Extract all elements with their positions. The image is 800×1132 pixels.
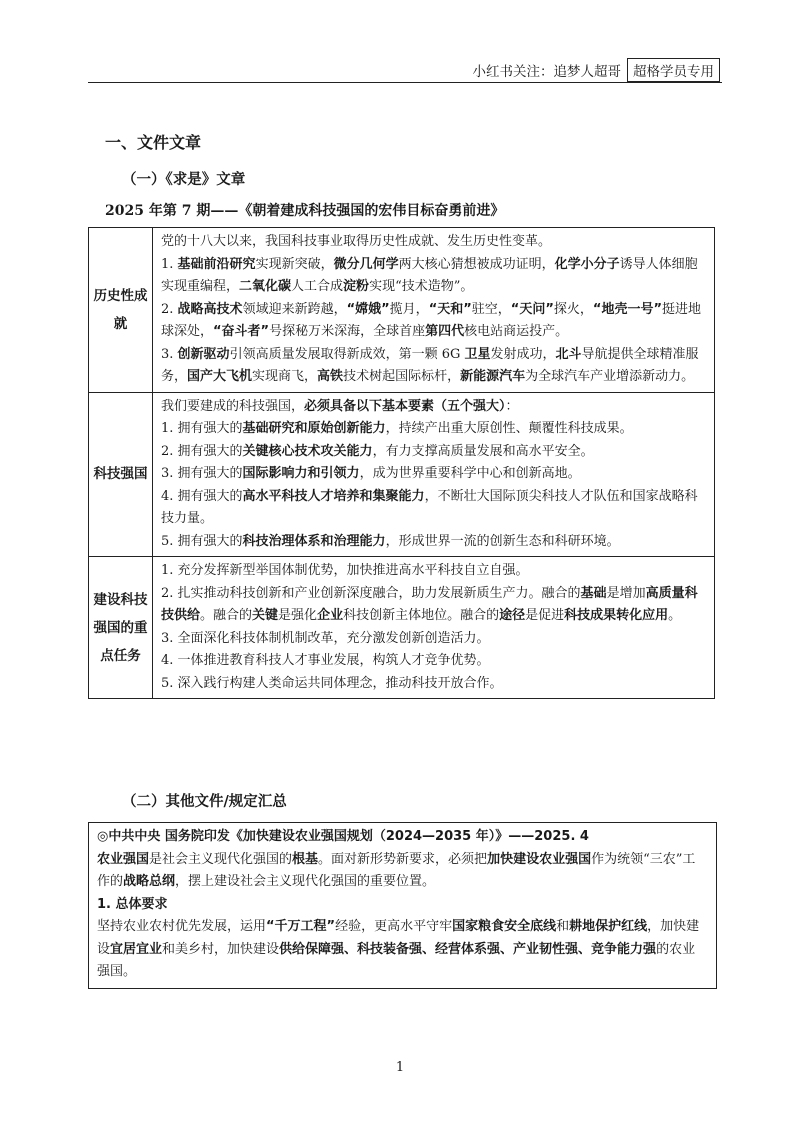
header-text: 小红书关注：追梦人超哥 <box>472 64 621 80</box>
list-item: 2. 扎实推动科技创新和产业创新深度融合，助力发展新质生产力。融合的基础是增加高质量科技供给。融合的关键是强化企业科技创新主体地位。融合的途径是促进科技成果转化应用。 <box>161 585 698 623</box>
paragraph: 3. 创新驱动引领高质量发展取得新成效，第一颗 6G 卫星发射成功，北斗导航提供全球精准服务，国产大飞机实现商飞，高铁技术树起国际标杆，新能源汽车为全球汽车产业增添新动力。 <box>161 346 699 384</box>
row-content-tech-power <box>153 392 715 557</box>
list-item: 5. 拥有强大的科技治理体系和治理能力，形成世界一流的创新生态和科研环境。 <box>161 533 620 549</box>
page-number: 1 <box>395 1060 405 1075</box>
page-header <box>473 58 721 82</box>
subsection-title-2: （二）其他文件/规定汇总 <box>122 793 287 810</box>
paragraph: 党的十八大以来，我国科技事业取得历史性成就、发生历史性变革。 <box>161 234 552 249</box>
list-item: 4. 一体推进教育科技人才事业发展，构筑人才竞争优势。 <box>161 653 490 668</box>
row-label-tech-power: 科技强国 <box>89 392 153 557</box>
paragraph: 2. 战略高技术领域迎来新跨越，“嫦娥”揽月，“天和”驻空，“天问”探火，“地壳一号”挺进地球深处，“奋斗者”号探秘万米深海，全球首座第四代核电站商运投产。 <box>161 301 702 339</box>
table-row <box>89 557 715 699</box>
paragraph: 我们要建成的科技强国，必须具备以下基本要素（五个强大）： <box>161 398 519 414</box>
list-item: 4. 拥有强大的高水平科技人才培养和集聚能力，不断壮大国际顶尖科技人才队伍和国家战略科技力量。 <box>161 488 698 526</box>
paragraph: 农业强国是社会主义现代化强国的根基。面对新形势新要求，必须把加快建设农业强国作为统领“三农”工作的战略总纲，摆上建设社会主义现代化强国的重要位置。 <box>97 851 696 889</box>
table-row <box>89 228 715 393</box>
subsection-title-1: （一）《求是》文章 <box>122 171 246 188</box>
header-rule <box>88 82 722 83</box>
row-label-key-tasks: 建设科技强国的重点任务 <box>89 557 153 699</box>
list-item: 2. 拥有强大的关键核心技术攻关能力，有力支撑高质量发展和高水平安全。 <box>161 443 594 459</box>
section-title: 一、文件文章 <box>105 133 202 152</box>
list-item: 3. 拥有强大的国际影响力和引领力，成为世界重要科学中心和创新高地。 <box>161 466 581 481</box>
row-label-achievements: 历史性成就 <box>89 228 153 393</box>
summary-table <box>88 227 715 699</box>
table-row <box>89 392 715 557</box>
document-summary-box <box>88 822 717 989</box>
row-content-achievements <box>153 228 715 393</box>
list-item: 1. 拥有强大的基础研究和原始创新能力，持续产出重大原创性、颠覆性科技成果。 <box>161 421 633 436</box>
header-badge: 超格学员专用 <box>627 58 720 82</box>
issue-title: 2025 年第 7 期——《朝着建成科技强国的宏伟目标奋勇前进》 <box>105 203 505 219</box>
box-heading: ◎中共中央 国务院印发《加快建设农业强国规划（2024—2035 年）》——2025. 4 <box>97 829 589 844</box>
list-item: 3. 全面深化科技体制机制改革，充分激发创新创造活力。 <box>161 630 490 646</box>
paragraph: 1. 基础前沿研究实现新突破，微分几何学两大核心猜想被成功证明，化学小分子诱导人体细胞实现重编程，二氧化碳人工合成淀粉实现“技术造物”。 <box>161 256 698 294</box>
list-item: 5. 深入践行构建人类命运共同体理念，推动科技开放合作。 <box>161 675 503 691</box>
list-item: 1. 充分发挥新型举国体制优势，加快推进高水平科技自立自强。 <box>161 563 529 578</box>
box-subheading: 1. 总体要求 <box>97 896 168 912</box>
paragraph: 坚持农业农村优先发展，运用“千万工程”经验，更高水平守牢国家粮食安全底线和耕地保护红线，加快建设宜居宜业和美乡村，加快建设供给保障强、科技装备强、经营体系强、产业韧性强、竞争能力强的农业强国。 <box>97 919 700 979</box>
row-content-key-tasks <box>153 557 715 699</box>
